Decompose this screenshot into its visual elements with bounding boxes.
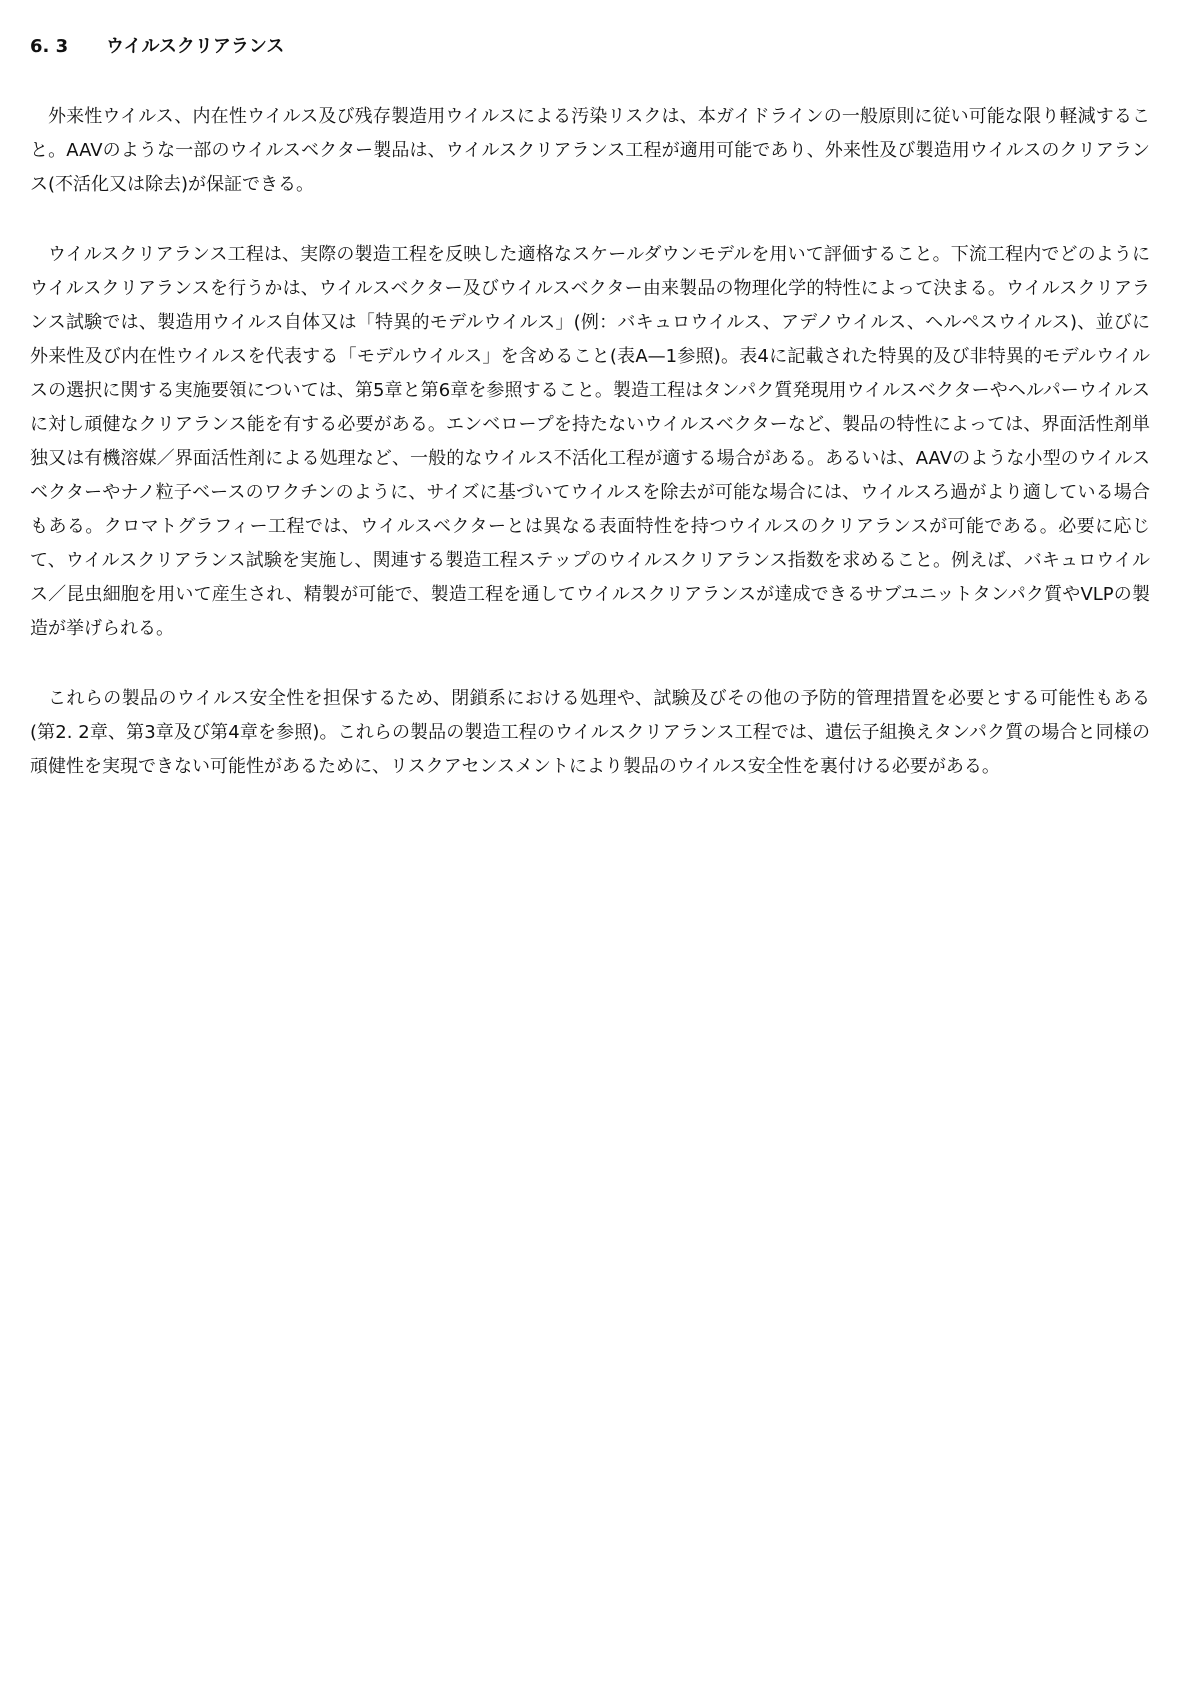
- paragraph-contamination-risk: 外来性ウイルス、内在性ウイルス及び残存製造用ウイルスによる汚染リスクは、本ガイドラインの一般原則に従い可能な限り軽減すること。AAVのような一部のウイルスベクター製品は、ウイルスクリアランス工程が適用可能であり、外来性及び製造用ウイルスのクリアランス(不活化又は除去)が保証できる。: [30, 106, 1150, 195]
- paragraph-clearance-process: ウイルスクリアランス工程は、実際の製造工程を反映した適格なスケールダウンモデルを用いて評価すること。下流工程内でどのようにウイルスクリアランスを行うかは、ウイルスベクター及びウイルスベクター由来製品の物理化学的特性によって決まる。ウイルスクリアランス試験では、製造用ウイルス自体又は「特異的モデルウイルス」(例：バキュロウイルス、アデノウイルス、ヘルペスウイルス)、並びに外来性及び内在性ウイルスを代表する「モデルウイルス」を含めること(表A—1参照)。表4に記載された特異的及び非特異的モデルウイルスの選択に関する実施要領については、第5章と第6章を参照すること。製造工程はタンパク質発現用ウイルスベクターやヘルパーウイルスに対し頑健なクリアランス能を有する必要がある。エンベロープを持たないウイルスベクターなど、製品の特性によっては、界面活性剤単独又は有機溶媒／界面活性剤による処理など、一般的なウイルス不活化工程が適する場合がある。あるいは、AAVのような小型のウイルスベクターやナノ粒子ベースのワクチンのように、サイズに基づいてウイルスを除去が可能な場合には、ウイルスろ過がより適している場合もある。クロマトグラフィー工程では、ウイルスベクターとは異なる表面特性を持つウイルスのクリアランスが可能である。必要に応じて、ウイルスクリアランス試験を実施し、関連する製造工程ステップのウイルスクリアランス指数を求めること。例えば、バキュロウイルス／昆虫細胞を用いて産生され、精製が可能で、製造工程を通してウイルスクリアランスが達成できるサブユニットタンパク質やVLPの製造が挙げられる。: [30, 244, 1150, 639]
- section-heading: [30, 32, 1150, 62]
- section-number: 6. 3: [30, 36, 69, 57]
- document-page: [30, 32, 1150, 784]
- section-title: ウイルスクリアランス: [106, 36, 285, 57]
- paragraph-viral-safety: これらの製品のウイルス安全性を担保するため、閉鎖系における処理や、試験及びその他の予防的管理措置を必要とする可能性もある(第2. 2章、第3章及び第4章を参照)。これらの製品の製造工程のウイルスクリアランス工程では、遺伝子組換えタンパク質の場合と同様の頑健性を実現できない可能性があるために、リスクアセンスメントにより製品のウイルス安全性を裏付ける必要がある。: [30, 688, 1150, 777]
